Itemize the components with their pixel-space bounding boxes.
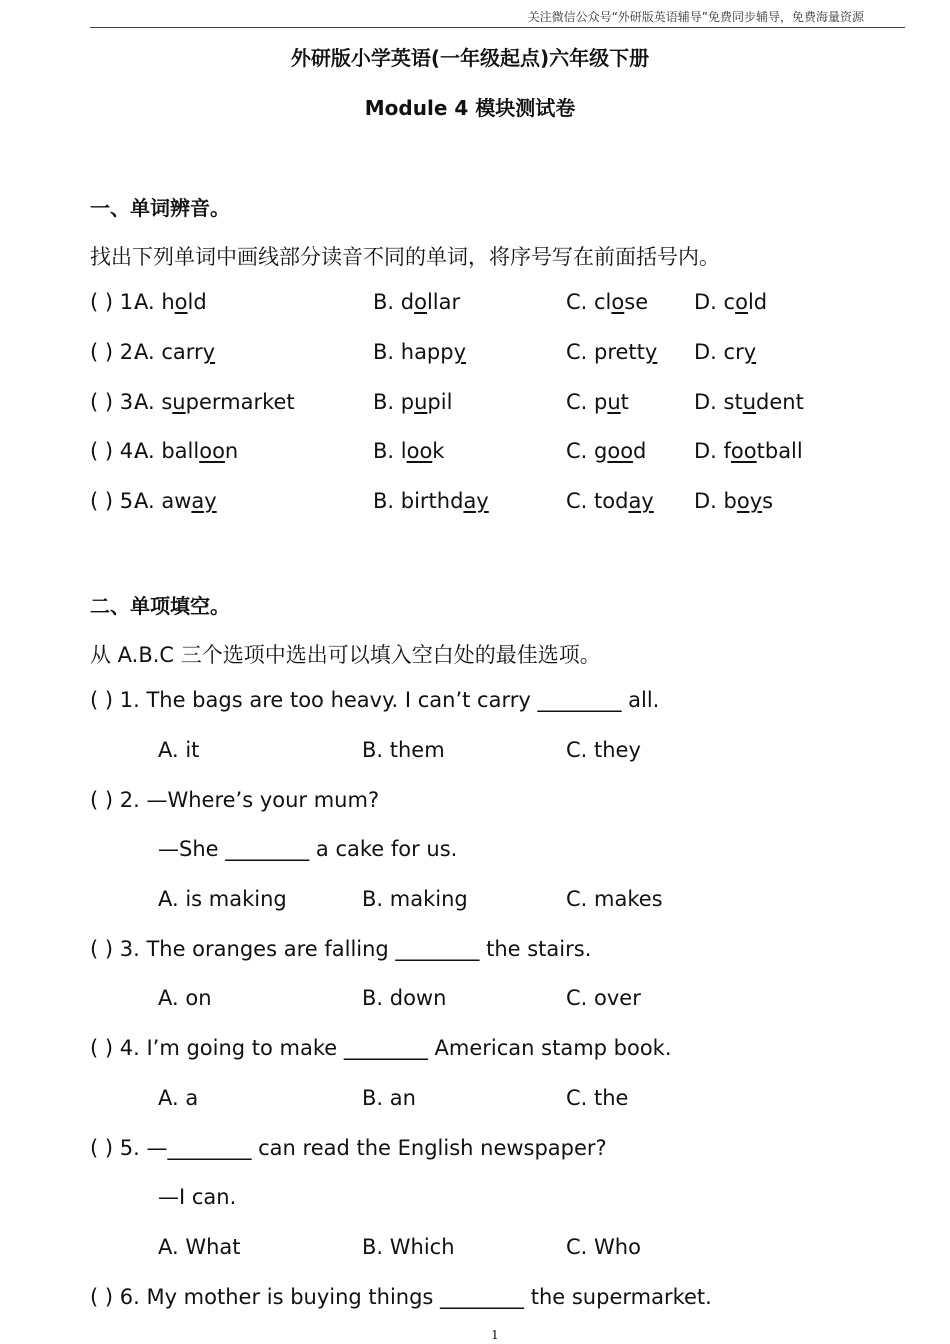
option-text: C. prett	[566, 340, 645, 364]
phonics-question-1	[90, 290, 910, 324]
mc-options-2	[90, 887, 910, 921]
option-a	[134, 390, 295, 414]
underlined-part: oo	[406, 439, 433, 463]
phonics-question-2	[90, 340, 910, 374]
underlined-part: u	[742, 390, 757, 414]
mc-options-4	[90, 1086, 910, 1120]
section1-instruction: 找出下列单词中画线部分读音不同的单词，将序号写在前面括号内。	[90, 245, 720, 269]
option-text: pil	[427, 390, 453, 414]
page-number: 1	[491, 1328, 499, 1342]
mc-question-1	[90, 688, 910, 722]
option-text: B. d	[373, 290, 415, 314]
question-number: ( ) 2.	[90, 340, 140, 364]
option-text: ld	[187, 290, 207, 314]
mc-options-3	[90, 986, 910, 1020]
header-rule	[90, 27, 905, 28]
underlined-part: y	[453, 340, 467, 364]
question-text: ( ) 1. The bags are too heavy. I can’t carry ________ all.	[90, 688, 660, 712]
underlined-part: y	[644, 340, 658, 364]
option-b	[373, 489, 489, 513]
option-text: B. birthd	[373, 489, 464, 513]
question-text: ( ) 3. The oranges are falling ________ the stairs.	[90, 937, 592, 961]
underlined-part: y	[202, 340, 216, 364]
phonics-question-4	[90, 439, 910, 473]
question-text: ( ) 4. I’m going to make ________ American stamp book.	[90, 1036, 672, 1060]
question-number: ( ) 3.	[90, 390, 140, 414]
option-text: d	[633, 439, 647, 463]
option-text: B. l	[373, 439, 407, 463]
option-d	[694, 290, 767, 314]
question-number: ( ) 5.	[90, 489, 140, 513]
option-c: C. the	[566, 1086, 629, 1110]
option-a: A. it	[158, 738, 200, 762]
mc-question-2-line2	[90, 837, 910, 871]
question-text: ( ) 6. My mother is buying things ________ the supermarket.	[90, 1285, 712, 1309]
option-text: A. aw	[134, 489, 192, 513]
mc-question-5-line2	[90, 1185, 910, 1219]
option-a: A. a	[158, 1086, 199, 1110]
question-text-line2: —I can.	[158, 1185, 237, 1209]
option-text: D. st	[694, 390, 743, 414]
option-a: A. is making	[158, 887, 287, 911]
option-b: B. them	[362, 738, 445, 762]
mc-question-4	[90, 1036, 910, 1070]
underlined-part: ay	[463, 489, 489, 513]
option-text: k	[432, 439, 445, 463]
section1-heading: 一、单词辨音。	[90, 196, 230, 220]
mc-options-5	[90, 1235, 910, 1269]
option-a: A. What	[158, 1235, 241, 1259]
option-text: D. f	[694, 439, 731, 463]
option-c	[566, 290, 648, 314]
underlined-part: o	[611, 290, 625, 314]
option-c: C. over	[566, 986, 641, 1010]
option-b: B. making	[362, 887, 468, 911]
option-d	[694, 439, 803, 463]
option-d	[694, 340, 756, 364]
underlined-part: oo	[730, 439, 757, 463]
mc-question-5	[90, 1136, 910, 1170]
option-c: C. Who	[566, 1235, 641, 1259]
option-d	[694, 390, 804, 414]
underlined-part: o	[414, 290, 427, 314]
option-text: permarket	[185, 390, 295, 414]
underlined-part: oo	[607, 439, 634, 463]
question-number: ( ) 4.	[90, 439, 140, 463]
underlined-part: u	[414, 390, 428, 414]
option-text: t	[620, 390, 629, 414]
underlined-part: u	[607, 390, 621, 414]
question-number: ( ) 1.	[90, 290, 140, 314]
phonics-question-5	[90, 489, 910, 523]
option-text: D. cr	[694, 340, 744, 364]
option-b	[373, 390, 452, 414]
question-text: ( ) 2. —Where’s your mum?	[90, 788, 380, 812]
option-b	[373, 340, 466, 364]
option-a	[134, 489, 217, 513]
option-b	[373, 290, 460, 314]
option-text: s	[762, 489, 774, 513]
option-text: C. p	[566, 390, 608, 414]
option-d	[694, 489, 773, 513]
option-text: A. h	[134, 290, 175, 314]
question-text: ( ) 5. —________ can read the English newspaper?	[90, 1136, 607, 1160]
underlined-part: oy	[736, 489, 763, 513]
underlined-part: ay	[628, 489, 654, 513]
phonics-question-3	[90, 390, 910, 424]
option-text: A. ball	[134, 439, 200, 463]
option-a: A. on	[158, 986, 212, 1010]
option-b: B. an	[362, 1086, 416, 1110]
option-text: B. p	[373, 390, 415, 414]
option-text: B. happ	[373, 340, 454, 364]
option-c	[566, 340, 657, 364]
option-text: tball	[756, 439, 803, 463]
option-b: B. Which	[362, 1235, 455, 1259]
option-c	[566, 489, 654, 513]
underlined-part: o	[174, 290, 188, 314]
option-c	[566, 390, 629, 414]
underlined-part: oo	[199, 439, 225, 463]
header-note: 关注微信公众号“外研版英语辅导”免费同步辅导，免费海量资源	[527, 10, 864, 24]
underlined-part: o	[735, 290, 748, 314]
option-text: C. g	[566, 439, 608, 463]
option-c: C. makes	[566, 887, 663, 911]
option-b	[373, 439, 444, 463]
option-c: C. they	[566, 738, 641, 762]
option-text: n	[224, 439, 239, 463]
question-text-line2: —She ________ a cake for us.	[158, 837, 458, 861]
option-text: C. cl	[566, 290, 612, 314]
option-text: A. carr	[134, 340, 203, 364]
option-a	[134, 290, 207, 314]
mc-options-1	[90, 738, 910, 772]
option-text: A. s	[134, 390, 173, 414]
page-title: 外研版小学英语(一年级起点)六年级下册	[290, 46, 650, 70]
option-text: C. tod	[566, 489, 629, 513]
mc-question-2	[90, 788, 910, 822]
option-c	[566, 439, 646, 463]
page-subtitle: Module 4 模块测试卷	[364, 96, 576, 120]
option-text: D. b	[694, 489, 737, 513]
section2-instruction: 从 A.B.C 三个选项中选出可以填入空白处的最佳选项。	[90, 643, 601, 667]
mc-question-3	[90, 937, 910, 971]
section2-heading: 二、单项填空。	[90, 594, 230, 618]
option-text: se	[624, 290, 649, 314]
option-b: B. down	[362, 986, 447, 1010]
option-text: dent	[756, 390, 804, 414]
option-text: D. c	[694, 290, 736, 314]
option-a	[134, 340, 215, 364]
option-text: llar	[426, 290, 461, 314]
underlined-part: y	[743, 340, 757, 364]
underlined-part: ay	[191, 489, 217, 513]
underlined-part: u	[172, 390, 186, 414]
mc-question-6	[90, 1285, 910, 1319]
option-text: ld	[747, 290, 768, 314]
option-a	[134, 439, 238, 463]
